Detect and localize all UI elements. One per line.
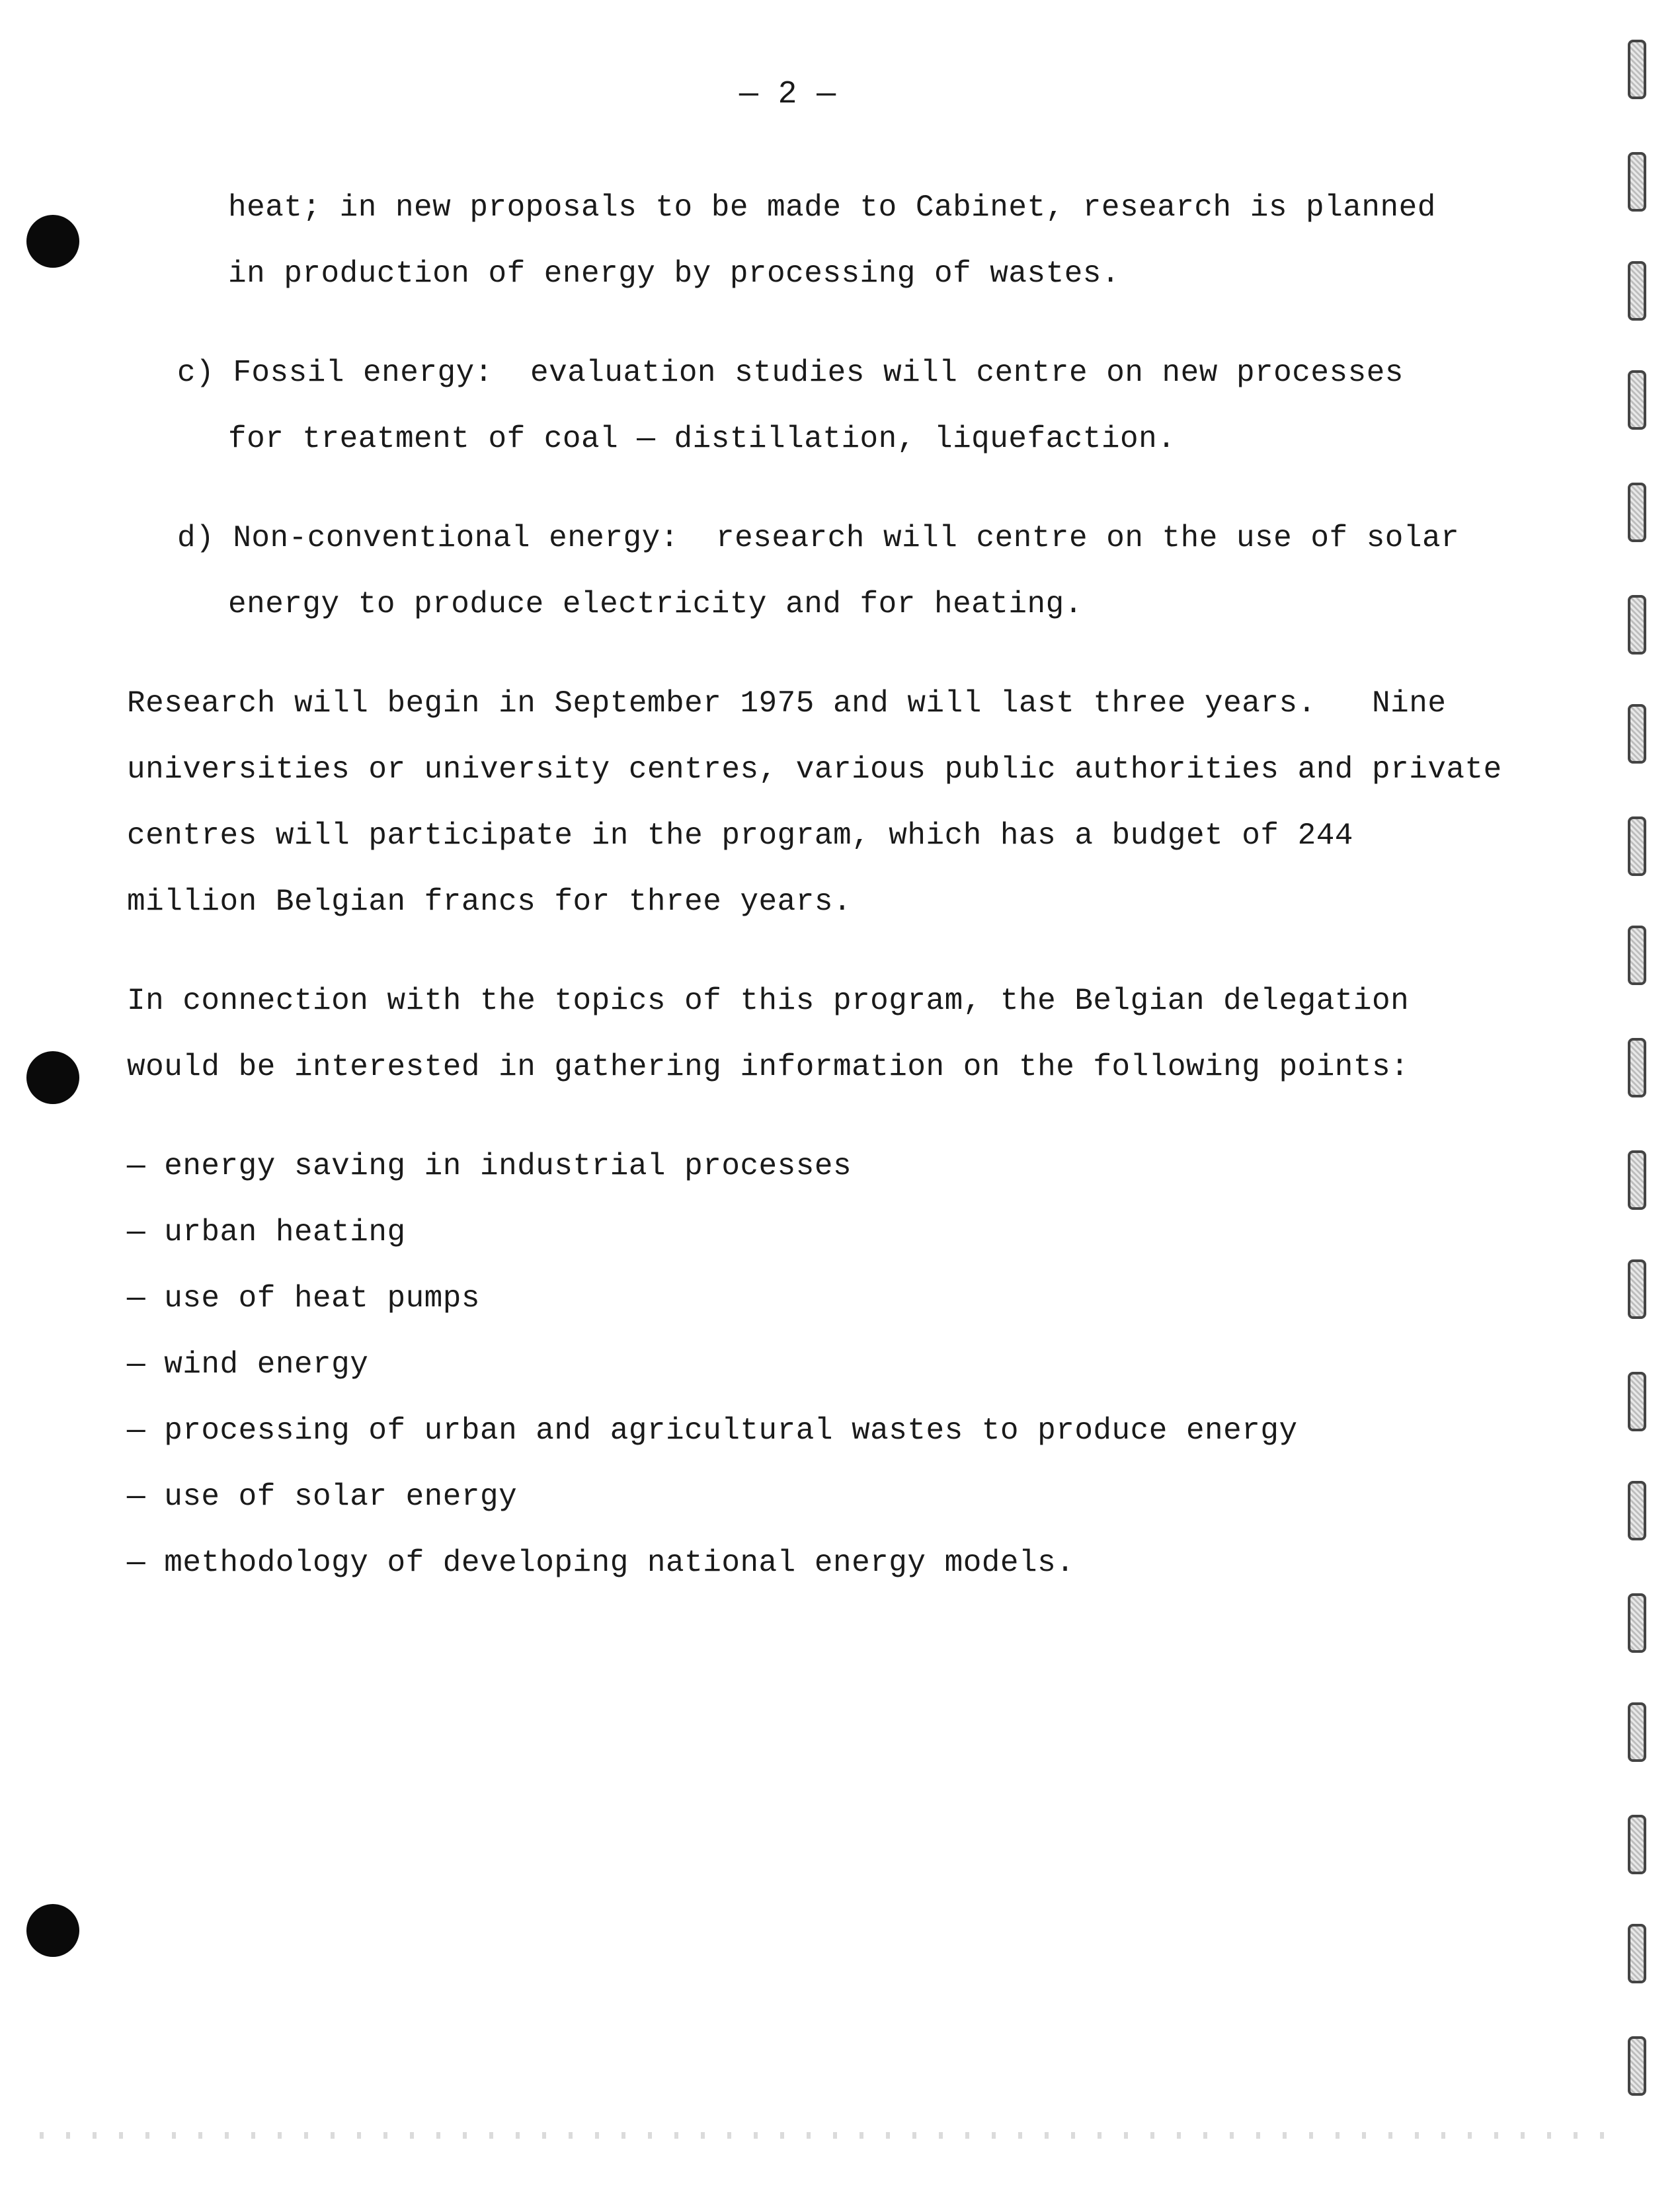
bullet-item: — energy saving in industrial processes xyxy=(127,1149,852,1183)
paragraph-line: in production of energy by processing of wastes. xyxy=(228,257,1121,291)
paragraph-line: would be interested in gathering information on the following points: xyxy=(127,1050,1410,1084)
punch-hole xyxy=(26,1904,79,1957)
perforation-hole xyxy=(1628,1481,1646,1540)
bullet-item: — use of heat pumps xyxy=(127,1281,480,1316)
punch-hole xyxy=(26,215,79,268)
list-item-c-cont: for treatment of coal — distillation, liquefaction. xyxy=(228,422,1176,456)
perforation-hole xyxy=(1628,1593,1646,1653)
perforation-hole xyxy=(1628,483,1646,542)
perforation-hole xyxy=(1628,816,1646,876)
paragraph-line: centres will participate in the program, which has a budget of 244 xyxy=(127,818,1353,853)
perforation-hole xyxy=(1628,152,1646,212)
bullet-item: — methodology of developing national energy models. xyxy=(127,1546,1075,1580)
paragraph-line: In connection with the topics of this program, the Belgian delegation xyxy=(127,984,1410,1018)
perforation-hole xyxy=(1628,261,1646,321)
bullet-item: — use of solar energy xyxy=(127,1480,518,1514)
bullet-item: — wind energy xyxy=(127,1347,369,1382)
list-item-d: d) Non-conventional energy: research will centre on the use of solar xyxy=(177,521,1460,555)
paragraph-line: heat; in new proposals to be made to Cabinet, research is planned xyxy=(228,190,1436,225)
perforation-hole xyxy=(1628,40,1646,99)
perforation-hole xyxy=(1628,926,1646,985)
perforation-hole xyxy=(1628,370,1646,430)
paragraph-line: Research will begin in September 1975 and will last three years. Nine xyxy=(127,686,1447,721)
perforation-hole xyxy=(1628,1372,1646,1431)
perforation-hole xyxy=(1628,1038,1646,1097)
perforation-hole xyxy=(1628,704,1646,764)
perforation-hole xyxy=(1628,2036,1646,2096)
punch-hole xyxy=(26,1051,79,1104)
bullet-item: — urban heating xyxy=(127,1215,406,1250)
page-number: — 2 — xyxy=(739,77,836,112)
perforation-hole xyxy=(1628,1924,1646,1983)
paragraph-line: universities or university centres, various public authorities and private xyxy=(127,752,1502,787)
perforation-hole xyxy=(1628,1259,1646,1319)
perforation-hole xyxy=(1628,1702,1646,1762)
perforation-hole xyxy=(1628,1815,1646,1874)
perforation-hole xyxy=(1628,595,1646,655)
list-item-c: c) Fossil energy: evaluation studies will centre on new processes xyxy=(177,356,1404,390)
list-item-d-cont: energy to produce electricity and for heating. xyxy=(228,587,1083,621)
scan-noise xyxy=(40,2132,1626,2139)
bullet-item: — processing of urban and agricultural wastes to produce energy xyxy=(127,1413,1298,1448)
paragraph-line: million Belgian francs for three years. xyxy=(127,885,852,919)
perforation-hole xyxy=(1628,1150,1646,1210)
